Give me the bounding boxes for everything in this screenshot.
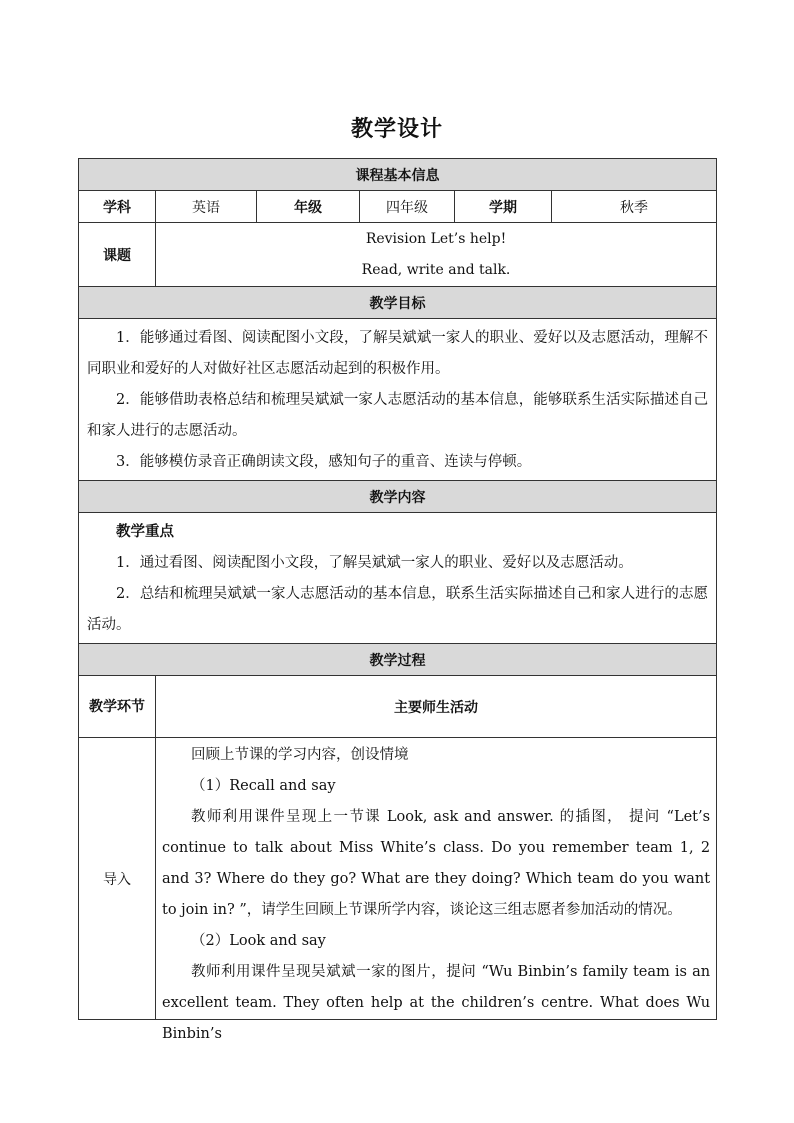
process-header: 教学过程 <box>79 644 717 676</box>
grade-value: 四年级 <box>360 191 455 223</box>
basic-info-header: 课程基本信息 <box>79 159 717 191</box>
process-paragraph: 教师利用课件呈现吴斌斌一家的图片，提问 “Wu Binbin’s family team is an excellent team. They often help at the children’s centre. What does Wu Binbin’s <box>162 964 711 1042</box>
topic-line-1: Revision Let’s help! <box>365 230 507 247</box>
topic-line-2: Read, write and talk. <box>361 261 511 278</box>
lesson-plan-table <box>78 158 717 1042</box>
term-label: 学期 <box>455 191 552 223</box>
term-value: 秋季 <box>552 191 717 223</box>
topic-value <box>156 223 717 287</box>
subject-value: 英语 <box>156 191 257 223</box>
process-col-stage-header: 教学环节 <box>79 676 156 738</box>
content-item: 2．总结和梳理吴斌斌一家人志愿活动的基本信息，联系生活实际描述自己和家人进行的志愿活动。 <box>87 586 709 633</box>
content-body <box>79 513 717 644</box>
process-paragraph: （2）Look and say <box>191 933 326 949</box>
process-paragraph: 回顾上节课的学习内容，创设情境 <box>191 747 409 763</box>
focus-title: 教学重点 <box>116 524 174 540</box>
objectives-header: 教学目标 <box>79 287 717 319</box>
objective-item: 3．能够模仿录音正确朗读文段，感知句子的重音、连读与停顿。 <box>116 454 532 470</box>
objectives-body <box>79 319 717 481</box>
objective-item: 2．能够借助表格总结和梳理吴斌斌一家人志愿活动的基本信息，能够联系生活实际描述自己和家人进行的志愿活动。 <box>87 392 709 439</box>
process-paragraph: 教师利用课件呈现上一节课 Look, ask and answer. 的插图， 提问 “Let’s continue to talk about Miss White’s class. Do you remember team 1, 2 and 3? Where do they go? What are they doing? Which team do you want to join in? ”，请学生回顾上节课所学内容，谈论这三组志愿者参加活动的情况。 <box>162 809 711 918</box>
process-col-activities-header: 主要师生活动 <box>156 676 717 738</box>
content-item: 1．通过看图、阅读配图小文段，了解吴斌斌一家人的职业、爱好以及志愿活动。 <box>116 555 633 571</box>
process-stage: 导入 <box>79 738 156 1020</box>
document-title: 教学设计 <box>350 117 443 142</box>
subject-label: 学科 <box>79 191 156 223</box>
grade-label: 年级 <box>257 191 360 223</box>
topic-label: 课题 <box>79 223 156 287</box>
process-activities <box>156 738 717 1042</box>
objective-item: 1．能够通过看图、阅读配图小文段，了解吴斌斌一家人的职业、爱好以及志愿活动，理解不同职业和爱好的人对做好社区志愿活动起到的积极作用。 <box>87 330 709 377</box>
process-paragraph: （1）Recall and say <box>191 778 336 794</box>
content-header: 教学内容 <box>79 481 717 513</box>
